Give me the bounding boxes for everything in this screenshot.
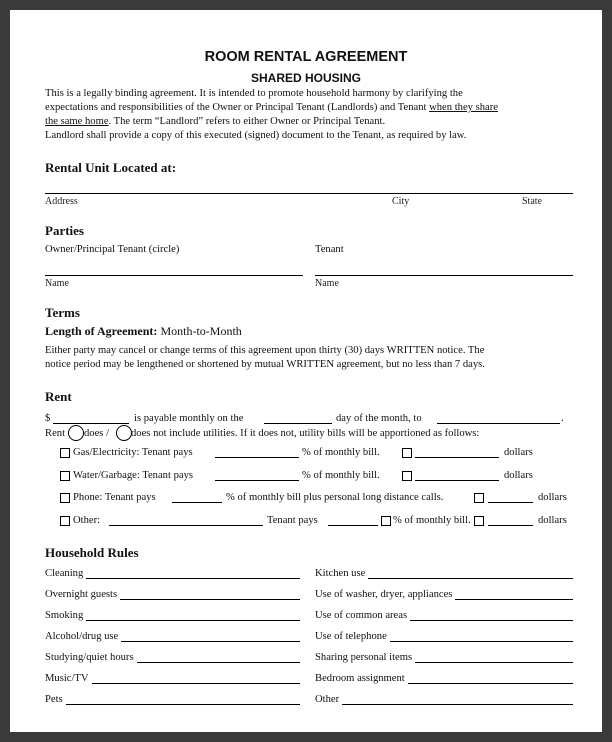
left-rule-field[interactable] <box>86 620 300 621</box>
length-value: Month-to-Month <box>160 324 242 338</box>
left-rule-label: Cleaning <box>45 568 84 579</box>
gas-percent-field[interactable] <box>215 457 299 458</box>
left-rule-field[interactable] <box>120 599 300 600</box>
gas-dollars-label: dollars <box>504 447 533 458</box>
rent-payee-field[interactable] <box>437 423 560 424</box>
phone-checkbox[interactable] <box>60 493 70 503</box>
right-rule-field[interactable] <box>368 578 573 579</box>
phone-label: Phone: Tenant pays <box>73 492 156 503</box>
rent-day-text: day of the month, to <box>336 413 422 424</box>
right-rule-field[interactable] <box>455 599 573 600</box>
other-dollars-checkbox[interactable] <box>474 516 484 526</box>
water-percent-field[interactable] <box>215 480 299 481</box>
household-rules-heading: Household Rules <box>45 545 139 560</box>
phone-dollars-checkbox[interactable] <box>474 493 484 503</box>
other-checkbox[interactable] <box>60 516 70 526</box>
owner-name-label: Name <box>45 278 69 289</box>
right-rule-field[interactable] <box>410 620 573 621</box>
left-rule-field[interactable] <box>92 683 300 684</box>
left-rule-label: Overnight guests <box>45 589 118 600</box>
address-label: Address <box>45 196 78 207</box>
water-label: Water/Garbage: Tenant pays <box>73 470 193 481</box>
owner-label: Owner/Principal Tenant (circle) <box>45 244 180 255</box>
left-rule-field[interactable] <box>66 704 300 705</box>
water-dollars-checkbox[interactable] <box>402 471 412 481</box>
tenant-label: Tenant <box>315 244 344 255</box>
right-rule-label: Other <box>315 694 340 705</box>
left-rule-field[interactable] <box>86 578 300 579</box>
other-description-field[interactable] <box>109 525 263 526</box>
does-not-include-option[interactable] <box>116 425 132 441</box>
other-percent-field[interactable] <box>328 525 378 526</box>
other-dollars-field[interactable] <box>488 525 533 526</box>
right-rule-label: Use of telephone <box>315 631 387 642</box>
other-pct-text: % of monthly bill. <box>393 515 471 526</box>
does-include-option[interactable] <box>68 425 84 441</box>
right-rule-label: Sharing personal items <box>315 652 413 663</box>
gas-pct-text: % of monthly bill. <box>302 447 380 458</box>
rent-amount-field[interactable] <box>53 423 129 424</box>
gas-label: Gas/Electricity: Tenant pays <box>73 447 193 458</box>
intro-line-1: This is a legally binding agreement. It is intended to promote household harmony by clarifying the <box>45 88 463 99</box>
right-rule-field[interactable] <box>390 641 573 642</box>
left-rule-label: Studying/quiet hours <box>45 652 134 663</box>
document-subtitle: SHARED HOUSING <box>250 71 361 85</box>
phone-pct-text: % of monthly bill plus personal long distance calls. <box>226 492 444 503</box>
right-rule-label: Use of washer, dryer, appliances <box>315 589 453 600</box>
address-field[interactable] <box>45 193 573 194</box>
other-pct-checkbox[interactable] <box>381 516 391 526</box>
water-checkbox[interactable] <box>60 471 70 481</box>
phone-dollars-field[interactable] <box>488 502 533 503</box>
tenant-name-label: Name <box>315 278 339 289</box>
document-title: ROOM RENTAL AGREEMENT <box>204 49 408 65</box>
right-rule-label: Bedroom assignment <box>315 673 405 684</box>
parties-heading: Parties <box>45 223 84 238</box>
left-rule-label: Smoking <box>45 610 84 621</box>
phone-dollars-label: dollars <box>538 492 567 503</box>
rent-day-field[interactable] <box>264 423 332 424</box>
left-rule-field[interactable] <box>121 641 300 642</box>
rent-period: . <box>561 413 564 424</box>
rent-word: Rent <box>45 428 66 439</box>
does-text: does / <box>84 428 110 439</box>
tenant-name-field[interactable] <box>315 275 573 276</box>
other-label: Other: <box>73 515 101 526</box>
right-rule-label: Use of common areas <box>315 610 408 621</box>
terms-line-2: notice period may be lengthened or shortened by mutual WRITTEN agreement, but no less than 7 days. <box>45 359 485 370</box>
rent-heading: Rent <box>45 389 72 404</box>
water-dollars-label: dollars <box>504 470 533 481</box>
owner-name-field[interactable] <box>45 275 303 276</box>
rent-dollar-sign: $ <box>45 413 51 424</box>
city-label: City <box>392 196 410 207</box>
intro-underlined-2: the same home <box>45 116 109 127</box>
length-of-agreement: Length of Agreement: Month-to-Month <box>45 324 242 338</box>
state-label: State <box>522 196 542 207</box>
right-rule-field[interactable] <box>342 704 573 705</box>
right-rule-label: Kitchen use <box>315 568 366 579</box>
right-rule-field[interactable] <box>408 683 573 684</box>
intro-underlined-1: when they share <box>429 102 498 113</box>
gas-dollars-checkbox[interactable] <box>402 448 412 458</box>
left-rule-label: Alcohol/drug use <box>45 631 119 642</box>
rent-payable-text: is payable monthly on the <box>134 413 244 424</box>
intro-line-3: the same home. The term “Landlord” refers to either Owner or Principal Tenant. <box>45 116 386 127</box>
intro-line-4: Landlord shall provide a copy of this executed (signed) document to the Tenant, as required by law. <box>45 130 467 141</box>
left-rule-label: Pets <box>45 694 63 705</box>
gas-checkbox[interactable] <box>60 448 70 458</box>
terms-line-1: Either party may cancel or change terms of this agreement upon thirty (30) days WRITTEN notice. The <box>45 345 485 356</box>
other-dollars-label: dollars <box>538 515 567 526</box>
water-pct-text: % of monthly bill. <box>302 470 380 481</box>
other-tenant-pays: Tenant pays <box>267 515 318 526</box>
water-dollars-field[interactable] <box>415 480 499 481</box>
rental-unit-heading: Rental Unit Located at: <box>45 160 177 175</box>
phone-percent-field[interactable] <box>172 502 222 503</box>
terms-heading: Terms <box>45 305 80 320</box>
left-rule-field[interactable] <box>137 662 300 663</box>
gas-dollars-field[interactable] <box>415 457 499 458</box>
right-rule-field[interactable] <box>415 662 573 663</box>
intro-line-2: expectations and responsibilities of the Owner or Principal Tenant (Landlords) and Tenant when they share <box>45 102 498 113</box>
does-not-text: does not include utilities. If it does not, utility bills will be apportioned as follows: <box>131 428 480 439</box>
left-rule-label: Music/TV <box>45 673 89 684</box>
